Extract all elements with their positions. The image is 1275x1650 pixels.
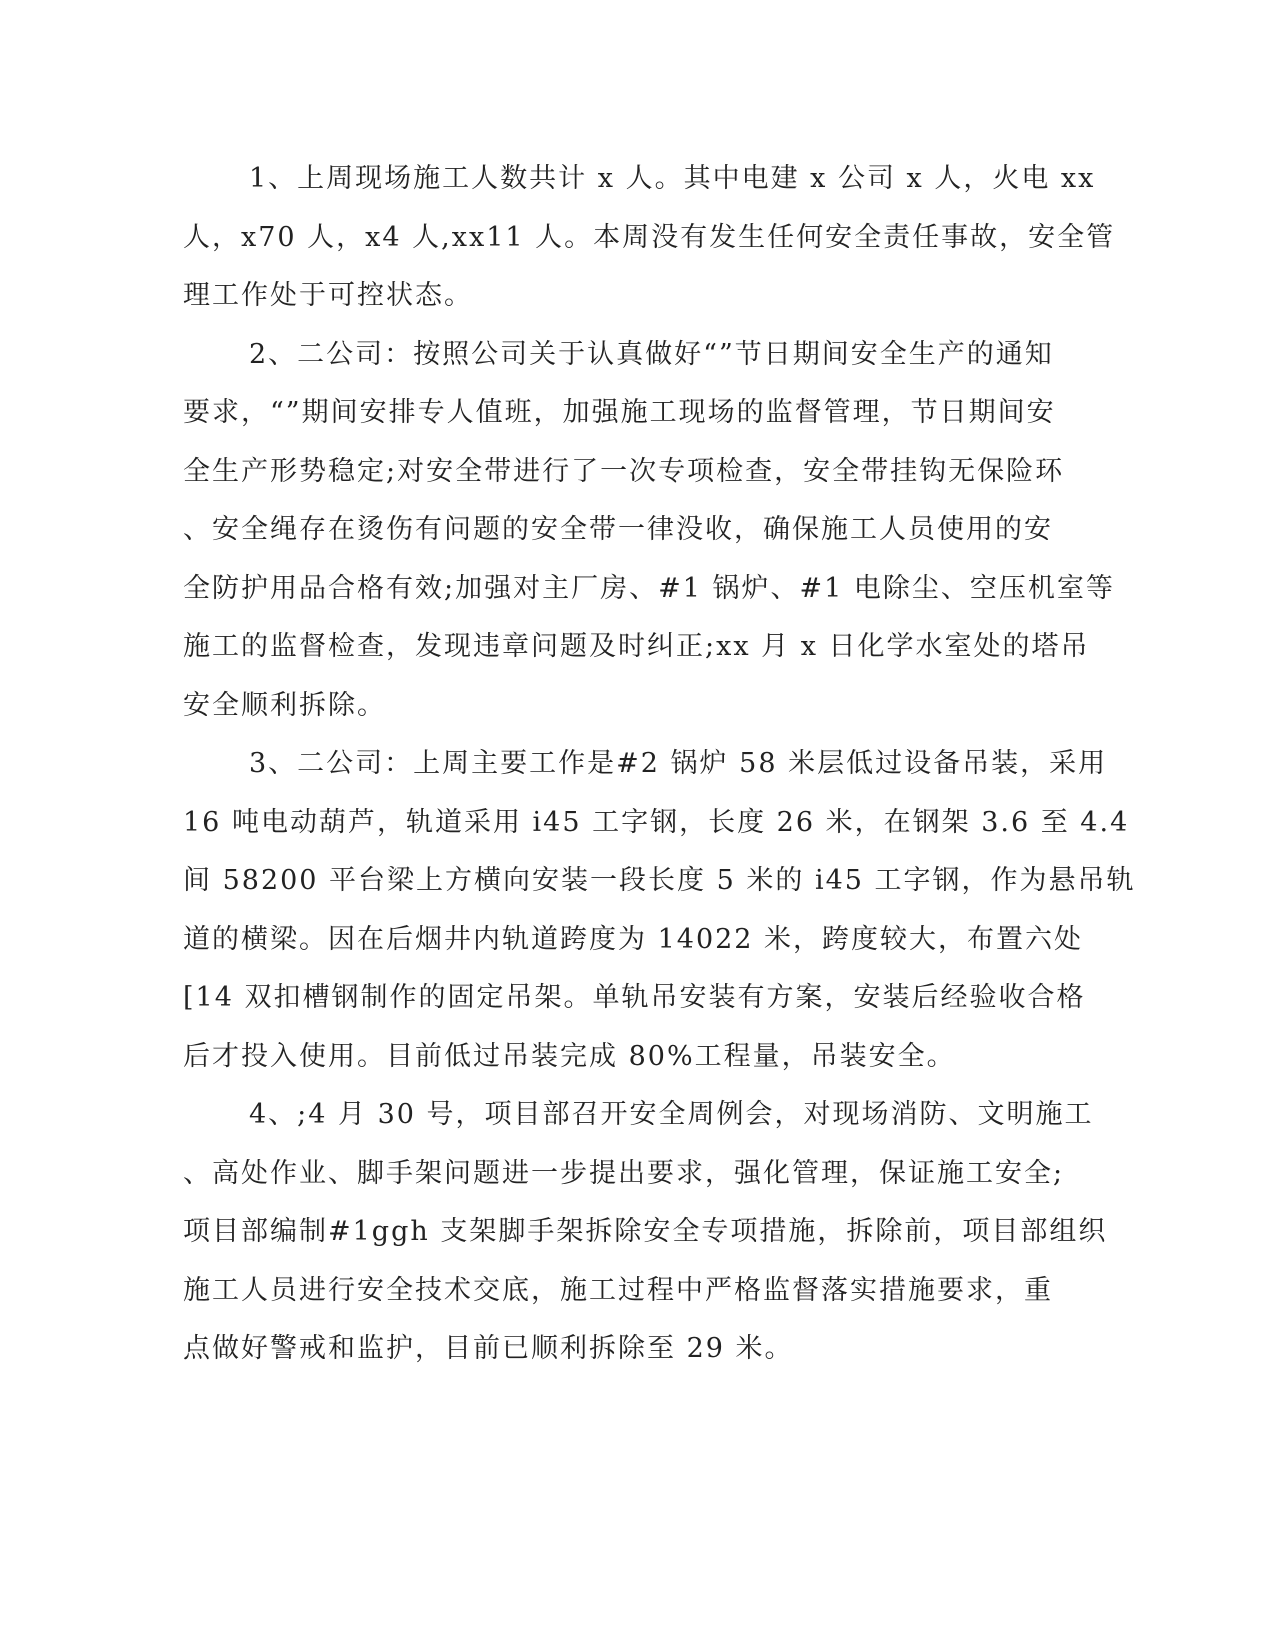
paragraph-line: 理工作处于可控状态。	[183, 280, 473, 311]
paragraph-line: 、高处作业、脚手架问题进一步提出要求，强化管理，保证施工安全;	[183, 1157, 1065, 1189]
paragraph-line: 3、二公司：上周主要工作是#2 锅炉 58 米层低过设备吊装，采用	[249, 748, 1108, 779]
paragraph-line: 施工人员进行安全技术交底，施工过程中严格监督落实措施要求，重	[183, 1274, 1053, 1306]
paragraph-line: 、安全绳存在烫伤有问题的安全带一律没收，确保施工人员使用的安	[183, 514, 1053, 545]
document-body	[183, 150, 1136, 1379]
paragraph-line: 全生产形势稳定;对安全带进行了一次专项检查，安全带挂钩无保险环	[183, 455, 1065, 487]
paragraph-line: 安全顺利拆除。	[183, 689, 386, 721]
paragraph-line: 道的横梁。因在后烟井内轨道跨度为 14022 米，跨度较大，布置六处	[183, 923, 1084, 955]
paragraph-line: 施工的监督检查，发现违章问题及时纠正;xx 月 x 日化学水室处的塔吊	[183, 631, 1090, 662]
paragraph-line: [14 双扣槽钢制作的固定吊架。单轨吊安装有方案，安装后经验收合格	[183, 982, 1086, 1013]
paragraph-line: 人，x70 人，x4 人,xx11 人。本周没有发生任何安全责任事故，安全管	[183, 221, 1116, 253]
paragraph-line: 点做好警戒和监护，目前已顺利拆除至 29 米。	[183, 1333, 794, 1364]
paragraph-1	[183, 150, 1116, 326]
paragraph-line: 4、;4 月 30 号，项目部召开安全周例会，对现场消防、文明施工	[249, 1099, 1094, 1130]
paragraph-line: 2、二公司：按照公司关于认真做好“”节日期间安全生产的通知	[249, 338, 1054, 370]
paragraph-line: 要求，“”期间安排专人值班，加强施工现场的监督管理，节日期间安	[183, 397, 1056, 428]
paragraph-4	[183, 1086, 1108, 1379]
paragraph-line: 项目部编制#1ggh 支架脚手架拆除安全专项措施，拆除前，项目部组织	[183, 1216, 1108, 1247]
paragraph-2	[183, 326, 1115, 736]
paragraph-line: 全防护用品合格有效;加强对主厂房、#1 锅炉、#1 电除尘、空压机室等	[183, 572, 1115, 604]
paragraph-line: 后才投入使用。目前低过吊装完成 80%工程量，吊装安全。	[183, 1040, 956, 1072]
paragraph-3	[183, 735, 1136, 1086]
paragraph-line: 1、上周现场施工人数共计 x 人。其中电建 x 公司 x 人，火电 xx	[249, 163, 1096, 194]
paragraph-line: 间 58200 平台梁上方横向安装一段长度 5 米的 i45 工字钢，作为悬吊轨	[183, 865, 1136, 896]
paragraph-line: 16 吨电动葫芦，轨道采用 i45 工字钢，长度 26 米，在钢架 3.6 至 4.4	[183, 806, 1130, 838]
